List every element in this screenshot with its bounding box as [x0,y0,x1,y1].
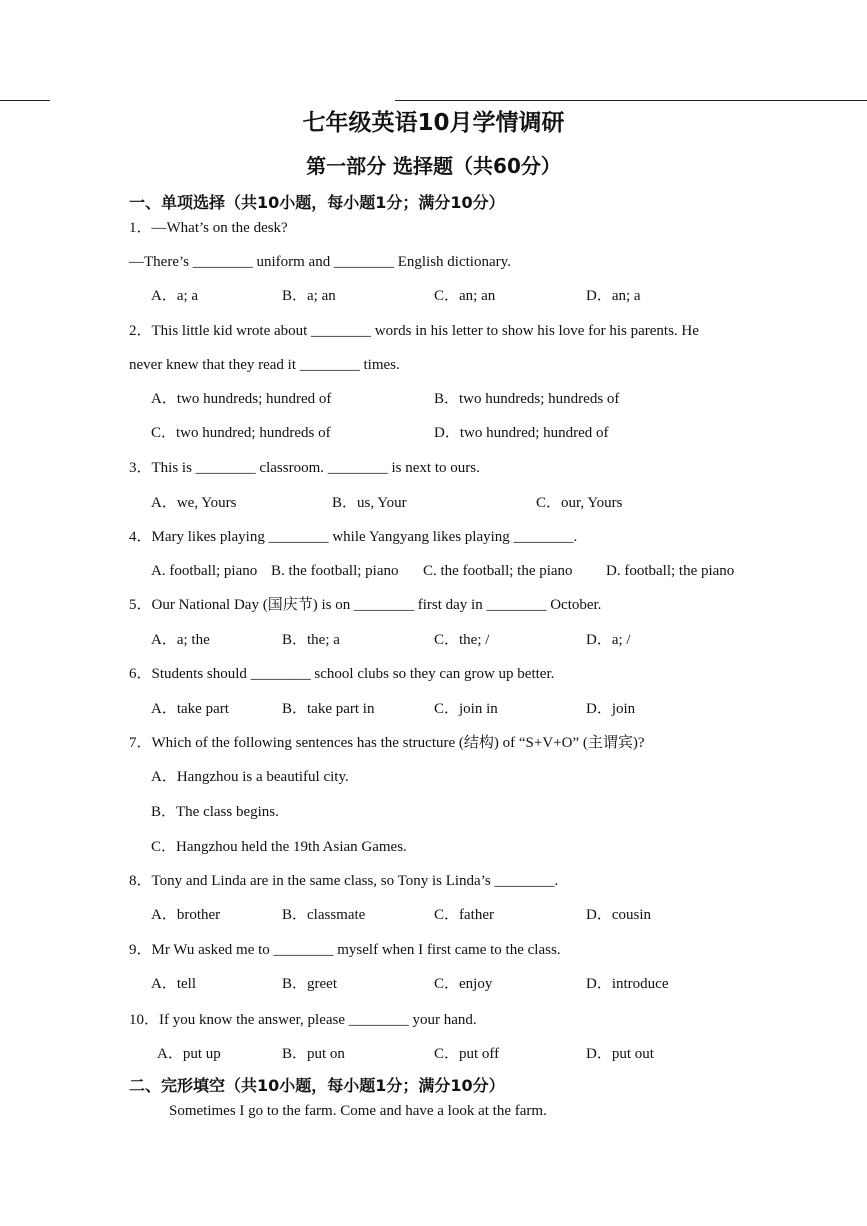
section-heading-single-choice: 一、单项选择（共10小题，每小题1分；满分10分） [129,193,505,212]
question-2-option-a: A．two hundreds; hundred of [151,391,332,407]
header-rule-left [0,100,50,101]
question-8-stem: 8．Tony and Linda are in the same class, so Tony is Linda’s ________. [129,873,559,889]
question-10-option-c: C．put off [434,1046,500,1062]
question-4-option-b: B. the football; piano [271,563,399,579]
question-5-option-c: C．the; / [434,632,490,648]
question-3-option-c: C．our, Yours [536,495,623,511]
question-4-option-c: C. the football; the piano [423,563,573,579]
question-2-stem-line2: never knew that they read it ________ times. [129,357,400,373]
question-6-option-a: A．take part [151,701,229,717]
question-3-stem: 3．This is ________ classroom. ________ is next to ours. [129,460,480,476]
question-6-option-c: C．join in [434,701,498,717]
section-heading-cloze: 二、完形填空（共10小题，每小题1分；满分10分） [129,1076,505,1095]
question-8-option-a: A．brother [151,907,221,923]
question-6-option-b: B．take part in [282,701,375,717]
question-1-stem: 1．—What’s on the desk? [129,220,288,236]
question-8-option-d: D．cousin [586,907,651,923]
question-9-option-d: D．introduce [586,976,669,992]
question-2-option-d: D．two hundred; hundred of [434,425,609,441]
question-5-stem: 5．Our National Day (国庆节) is on ________ first day in ________ October. [129,597,602,613]
question-6-stem: 6．Students should ________ school clubs so they can grow up better. [129,666,555,682]
question-3-option-a: A．we, Yours [151,495,237,511]
question-7-option-a: A．Hangzhou is a beautiful city. [151,769,349,785]
question-1-option-c: C．an; an [434,288,496,304]
question-4-option-a: A. football; piano [151,563,258,579]
header-rule-right [395,100,867,101]
question-10-option-b: B．put on [282,1046,345,1062]
question-1-option-a: A．a; a [151,288,199,304]
question-10-option-d: D．put out [586,1046,654,1062]
part-heading: 第一部分 选择题（共60分） [306,154,561,178]
question-5-option-a: A．a; the [151,632,210,648]
question-1-stem-line2: —There’s ________ uniform and ________ English dictionary. [129,254,511,270]
question-5-option-d: D．a; / [586,632,631,648]
question-2-stem: 2．This little kid wrote about ________ words in his letter to show his love for his parents. He [129,323,699,339]
question-1-option-d: D．an; a [586,288,641,304]
question-10-option-a: A．put up [157,1046,221,1062]
page-title: 七年级英语10月学情调研 [302,110,565,136]
question-3-option-b: B．us, Your [332,495,407,511]
question-4-option-d: D. football; the piano [606,563,735,579]
question-8-option-b: B．classmate [282,907,366,923]
question-5-option-b: B．the; a [282,632,340,648]
cloze-intro: Sometimes I go to the farm. Come and have a look at the farm. [169,1103,547,1119]
question-9-option-b: B．greet [282,976,337,992]
question-7-option-b: B．The class begins. [151,804,279,820]
question-2-option-b: B．two hundreds; hundreds of [434,391,620,407]
question-9-stem: 9．Mr Wu asked me to ________ myself when I first came to the class. [129,942,561,958]
question-7-stem: 7．Which of the following sentences has the structure (结构) of “S+V+O” (主谓宾)? [129,735,645,751]
question-10-stem: 10．If you know the answer, please ________ your hand. [129,1012,477,1028]
question-4-stem: 4．Mary likes playing ________ while Yangyang likes playing ________. [129,529,578,545]
question-9-option-a: A．tell [151,976,196,992]
question-9-option-c: C．enjoy [434,976,493,992]
question-8-option-c: C．father [434,907,494,923]
question-2-option-c: C．two hundred; hundreds of [151,425,331,441]
question-6-option-d: D．join [586,701,636,717]
question-7-option-c: C．Hangzhou held the 19th Asian Games. [151,839,407,855]
question-1-option-b: B．a; an [282,288,336,304]
